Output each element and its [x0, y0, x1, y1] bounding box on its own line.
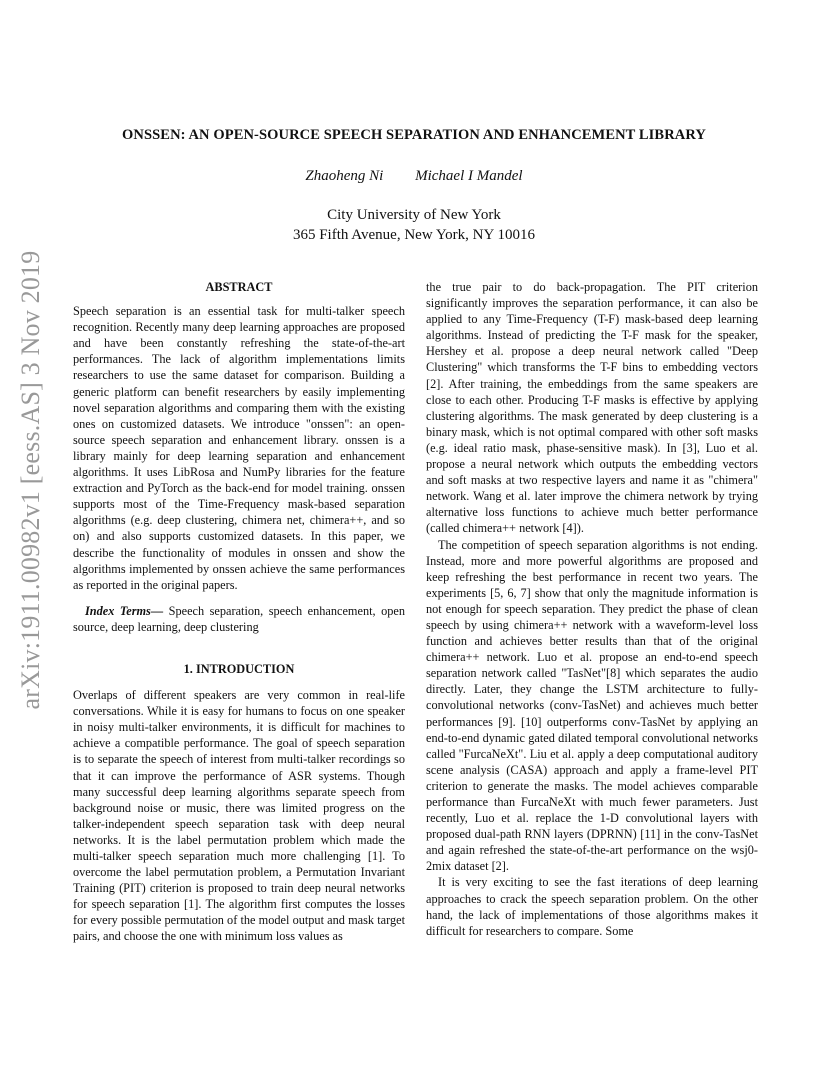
author-2: Michael I Mandel [415, 168, 523, 184]
left-column [73, 279, 405, 945]
intro-paragraph-1: Overlaps of different speakers are very common in real-life conversations. While it is easy for humans to focus on one speaker in noisy multi-talker environments, it is difficult for machines to achieve a compatible performance. The goal of speech separation is to separate the speech of interest from multi-talker recordings so that it can improve the performance of ASR systems. Though many successful deep learning algorithms separate speech from background noise or music, there was limited progress on the talker-independent speech separation task with deep neural networks. It is the label permutation problem which made the multi-talker speech separation much more challenging [1]. To overcome the label permutation problem, a Permutation Invariant Training (PIT) criterion is proposed to train deep neural networks for speech separation [1]. The algorithm first computes the losses for every possible permutation of the model output and mask target pairs, and choose the one with minimum loss values as [73, 688, 405, 944]
affiliation-line-2: 365 Fifth Avenue, New York, NY 10016 [292, 227, 536, 243]
index-terms-text: Speech separation, speech enhancement, open source, deep learning, deep clustering [73, 603, 405, 634]
intro-paragraph-1-continued: the true pair to do back-propagation. The PIT criterion significantly improves the separation performance, it can also be applied to any Time-Frequency (T-F) mask-based deep learning algorithms. Instead of predicting the T-F mask for the speaker, Hershey et al. propose a deep neural network called "Deep Clustering" which transforms the T-F bins to embedding vectors [2]. After training, the embeddings from the same speakers are close to each other. Producing T-F masks is effective by applying clustering algorithms. The mask generated by deep clustering is a binary mask, which is not optimal compared with other soft masks (e.g. ideal ratio mask, phase-sensitive mask). In [3], Luo et al. propose a neural network which outputs the embedding vectors and soft masks at two respective layers and name it as "chimera" network. Wang et al. later improve the chimera network by trying alternative loss functions to achieve much better performance (called chimera++ network [4]). [426, 280, 758, 536]
abstract-heading: ABSTRACT [205, 280, 273, 294]
intro-paragraph-3: It is very exciting to see the fast iterations of deep learning approaches to crack the speech separation problem. On the other hand, the lack of implementations of those algorithms makes it difficult for researchers to compare. Some [426, 875, 758, 938]
author-1: Zhaoheng Ni [305, 168, 384, 184]
index-terms [73, 603, 405, 635]
introduction-heading: 1. INTRODUCTION [183, 661, 295, 676]
right-column [426, 279, 758, 939]
index-terms-label: Index Terms— [85, 603, 164, 618]
author-list [72, 168, 756, 185]
arxiv-stamp-text: arXiv:1911.00982v1 [eess.AS] 3 Nov 2019 [16, 250, 45, 710]
arxiv-stamp [0, 250, 62, 710]
affiliation-line-1: City University of New York [327, 207, 501, 223]
intro-paragraph-2: The competition of speech separation algorithms is not ending. Instead, more and more powerful algorithms are proposed and keep refreshing the best performance in recent two years. The experiments [5, 6, 7] show that only the magnitude information is not enough for speech separation. They predict the phase of clean speech by using chimera++ network with a waveform-level loss function and achieves better results than that of the original chimera++ network. Luo et al. propose an end-to-end speech separation network called "TasNet"[8] which separates the audio directly. Later, they change the LSTM architecture to fully-convolutional networks (conv-TasNet) and achieves much better performances [9]. [10] outperforms conv-TasNet by applying an end-to-end dynamic gated dilated temporal convolutional networks called "FurcaNeXt". Liu et al. apply a deep computational auditory scene analysis (CASA) approach and apply a frame-level PIT criterion to generate the masks. The model achieves comparable performance than FurcaNeXt with much fewer parameters. Just recently, Luo et al. replace the 1-D convolutional layers with proposed dual-path RNN layers (DPRNN) [11] in the conv-TasNet and again refreshed the state-of-the-art performance on the wsj0-2mix dataset [2]. [426, 537, 758, 874]
paper-title: ONSSEN: AN OPEN-SOURCE SPEECH SEPARATION AND ENHANCEMENT LIBRARY [122, 127, 706, 143]
abstract-text: Speech separation is an essential task for multi-talker speech recognition. Recently many deep learning approaches are proposed and have been constantly refreshing the state-of-the-art performances. The lack of algorithm implementations limits researchers to use the same dataset for comparison. Building a generic platform can benefit researchers by easily implementing novel separation algorithms and comparing them with the existing ones on customized datasets. We introduce "onssen": an open-source speech separation and enhancement library. onssen is a library mainly for deep learning separation and enhancement algorithms. It uses LibRosa and NumPy libraries for the feature extraction and PyTorch as the back-end for model training. onssen supports most of the Time-Frequency mask-based separation algorithms (e.g. deep clustering, chimera net, chimera++, and so on) and also supports customized datasets. In this paper, we describe the functionality of modules in onssen and show the algorithms implemented by onssen achieve the same performances as reported in the original papers. [73, 304, 405, 592]
affiliation [72, 205, 756, 245]
